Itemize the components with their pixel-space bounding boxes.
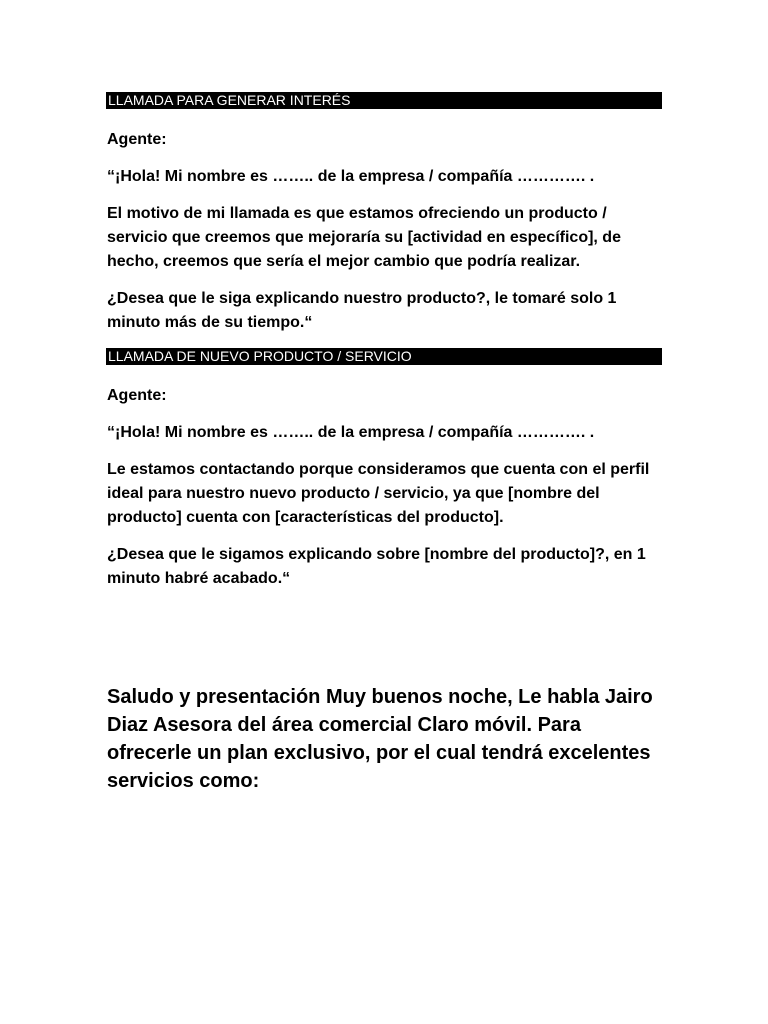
closing-paragraph: Saludo y presentación Muy buenos noche, Le habla Jairo Diaz Asesora del área comercial Claro móvil. Para ofrecerle un plan exclusivo, por el cual tendrá excelentes servicios como: xyxy=(107,686,653,792)
motive-paragraph: El motivo de mi llamada es que estamos ofreciendo un producto / servicio que creemos que mejoraría su [actividad en específico], de hecho, creemos que sería el mejor cambio que podría realizar. xyxy=(107,205,621,270)
greeting-line: “¡Hola! Mi nombre es …….. de la empresa / compañía …………. . xyxy=(107,168,595,185)
greeting-line: “¡Hola! Mi nombre es …….. de la empresa / compañía …………. . xyxy=(107,424,595,441)
agent-label: Agente: xyxy=(107,131,167,148)
continue-question: ¿Desea que le siga explicando nuestro producto?, le tomaré solo 1 minuto más de su tiempo.“ xyxy=(107,290,617,331)
agent-label: Agente: xyxy=(107,387,167,404)
section-heading-new-product: LLAMADA DE NUEVO PRODUCTO / SERVICIO xyxy=(106,348,662,365)
contact-reason-paragraph: Le estamos contactando porque consideramos que cuenta con el perfil ideal para nuestro nuevo producto / servicio, ya que [nombre del producto] cuenta con [características del producto]. xyxy=(107,461,650,526)
continue-question: ¿Desea que le sigamos explicando sobre [nombre del producto]?, en 1 minuto habré acabado.“ xyxy=(107,546,646,587)
section-heading-interest: LLAMADA PARA GENERAR INTERÉS xyxy=(106,92,662,109)
